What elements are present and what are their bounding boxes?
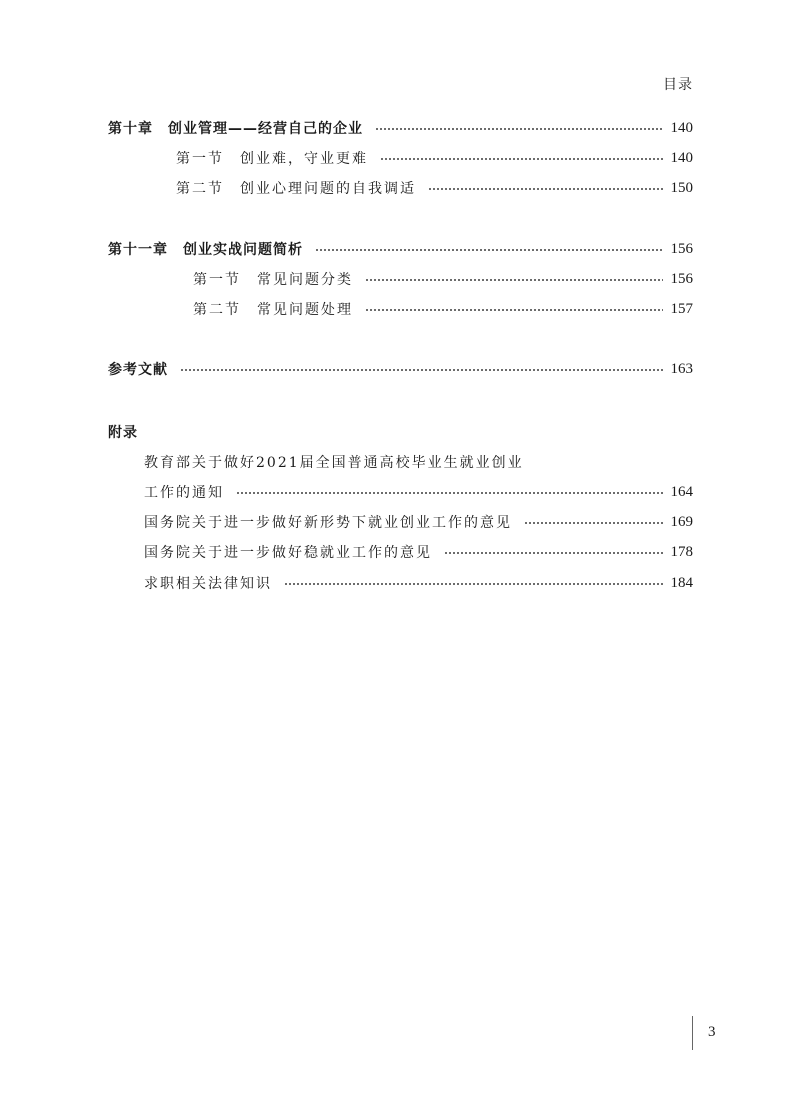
toc-entry-page: 184 (670, 574, 693, 591)
toc-entry-title: 参考文献 (108, 362, 168, 378)
toc-entry-page: 157 (670, 300, 693, 317)
toc-entry-page: 140 (670, 149, 693, 166)
toc-entry-appendix[interactable] (144, 511, 693, 533)
toc-entry-appendix[interactable] (144, 481, 693, 503)
toc-entry-appendix[interactable] (144, 572, 693, 594)
dot-leader (236, 492, 663, 494)
appendix-heading: 附录 (108, 425, 138, 441)
dot-leader (180, 369, 663, 371)
toc-entry-title: 第十一章 创业实战问题简析 (108, 242, 303, 258)
toc-entry-title: 求职相关法律知识 (144, 576, 272, 592)
page-number: 3 (708, 1024, 716, 1040)
toc-entry-title: 第十章 创业管理——经营自己的企业 (108, 121, 363, 137)
toc-entry-section[interactable] (193, 298, 693, 320)
dot-leader (375, 128, 663, 130)
toc-entry-page: 164 (670, 483, 693, 500)
toc-entry-title: 国务院关于进一步做好稳就业工作的意见 (144, 545, 432, 561)
toc-entry-chapter-10[interactable] (108, 117, 693, 139)
dot-leader (315, 249, 663, 251)
footer-rule (692, 1016, 693, 1050)
running-header: 目录 (663, 77, 693, 93)
toc-entry-appendix[interactable] (144, 541, 693, 563)
toc-entry-title: 工作的通知 (144, 485, 224, 501)
toc-entry-title: 第一节 创业难，守业更难 (176, 151, 368, 167)
dot-leader (284, 583, 663, 585)
toc-entry-title: 第一节 常见问题分类 (193, 272, 353, 288)
toc-entry-page: 156 (670, 270, 693, 287)
toc-entry-section[interactable] (176, 147, 693, 169)
dot-leader (365, 309, 663, 311)
toc-entry-chapter-11[interactable] (108, 238, 693, 260)
toc-entry-title: 第二节 常见问题处理 (193, 302, 353, 318)
toc-entry-references[interactable] (108, 358, 693, 380)
dot-leader (380, 158, 663, 160)
appendix-entry-line1[interactable]: 教育部关于做好2021届全国普通高校毕业生就业创业 (144, 455, 524, 471)
toc-entry-section[interactable] (176, 177, 693, 199)
toc-entry-page: 140 (670, 119, 693, 136)
toc-entry-title: 国务院关于进一步做好新形势下就业创业工作的意见 (144, 515, 512, 531)
toc-entry-page: 150 (670, 179, 693, 196)
toc-entry-page: 156 (670, 240, 693, 257)
toc-entry-title: 第二节 创业心理问题的自我调适 (176, 181, 416, 197)
toc-entry-page: 169 (670, 513, 693, 530)
dot-leader (365, 279, 663, 281)
dot-leader (524, 522, 663, 524)
dot-leader (444, 552, 663, 554)
toc-entry-page: 178 (670, 543, 693, 560)
dot-leader (428, 188, 663, 190)
toc-entry-page: 163 (670, 360, 693, 377)
toc-entry-section[interactable] (193, 268, 693, 290)
